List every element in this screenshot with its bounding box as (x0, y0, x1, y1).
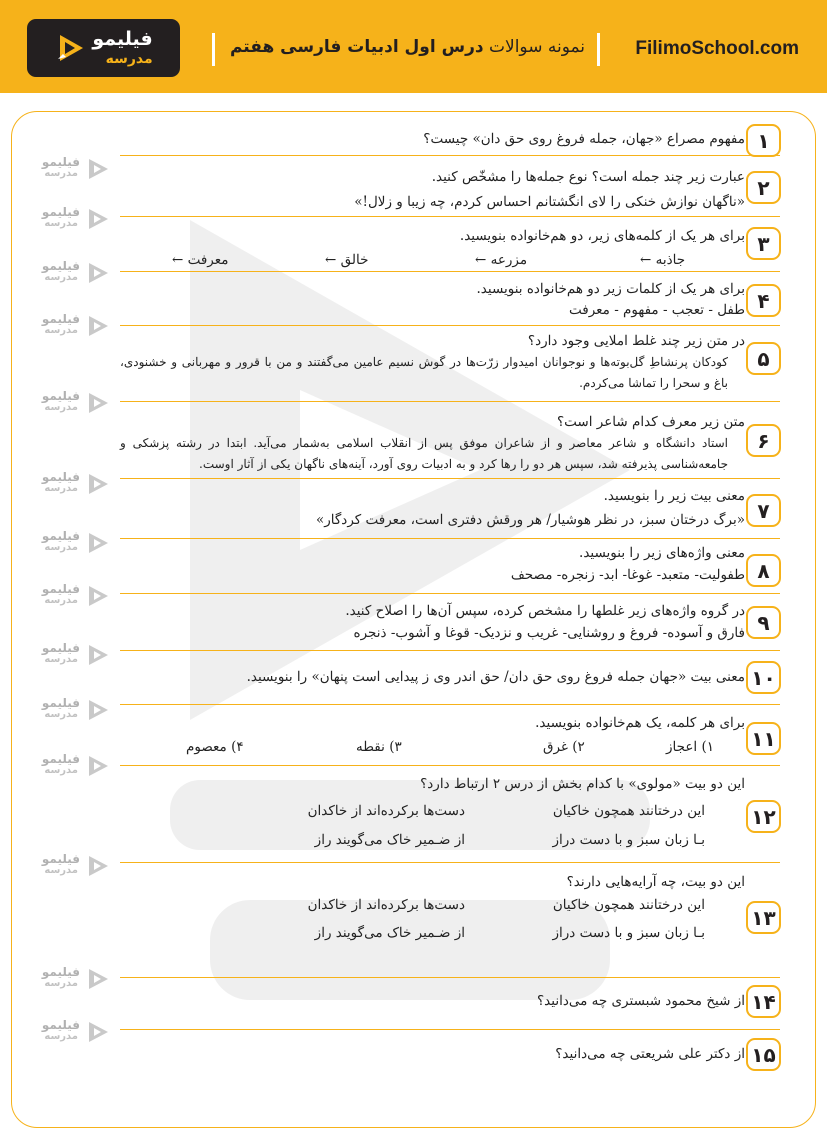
question-number: ۵ (746, 342, 781, 375)
play-pencil-icon (54, 32, 86, 64)
side-logo (28, 1019, 110, 1045)
question-subtext: طفل - تعجب - مفهوم - معرفت (569, 302, 745, 318)
play-icon (86, 314, 110, 338)
header-separator (597, 33, 600, 66)
question-text: از دکتر علی شریعتی چه می‌دانید؟ (555, 1046, 745, 1062)
question-paragraph: استاد دانشگاه و شاعر معاصر و از شاعران موفق پس از انقلاب اسلامی به‌شمار می‌آید. ابتدا در رشته پزشکی و جامعه‌شناسی پذیرفته شد، سپس هر دو را رها کرد و به ادبیات روی آورد، آینه‌های ناگهان یکی از آثار اوست. (120, 436, 728, 471)
question-text: متن زیر معرف کدام شاعر است؟ (557, 414, 745, 430)
side-logo-line1: فیلیمو (41, 389, 80, 403)
question-number: ۱۵ (746, 1038, 781, 1071)
side-logo (28, 471, 110, 497)
question-separator (120, 538, 780, 539)
side-logo-line2: مدرسه (44, 765, 78, 776)
verse-hemistich: بـا زبان سبز و با دست دراز (552, 925, 705, 941)
question-separator (120, 765, 780, 766)
side-logo (28, 156, 110, 182)
question-text: از شیخ محمود شبستری چه می‌دانید؟ (537, 993, 745, 1009)
question-separator (120, 593, 780, 594)
side-logo-line1: فیلیمو (41, 582, 80, 596)
content-frame (11, 111, 816, 1128)
side-logo-line2: مدرسه (44, 218, 78, 229)
question-number: ۱۲ (746, 800, 781, 833)
question-number: ۱۳ (746, 901, 781, 934)
question-text: عبارت زیر چند جمله است؟ نوع جمله‌ها را مشخّص کنید. (431, 169, 745, 185)
play-icon (86, 698, 110, 722)
question-separator (120, 155, 780, 156)
side-logo (28, 753, 110, 779)
question-text: برای هر یک از کلمات زیر دو هم‌خانواده بنویسید. (476, 281, 745, 297)
side-logo-line1: فیلیمو (41, 312, 80, 326)
verse-hemistich: این درختانند همچون خاکیان (552, 803, 705, 819)
side-logo-line1: فیلیمو (41, 752, 80, 766)
header-separator (212, 33, 215, 66)
side-logo (28, 313, 110, 339)
site-url: FilimoSchool.com (635, 38, 799, 59)
answer-item: خالق ← (325, 252, 369, 268)
side-logo (28, 206, 110, 232)
question-text: معنی بیت «جهان جمله فروغ روی حق دان/ حق اندر وی ز پیدایی است پنهان» را بنویسید. (246, 669, 745, 685)
answer-item: ۲) غرق (543, 739, 585, 755)
side-logo-line2: مدرسه (44, 654, 78, 665)
page-title (224, 37, 591, 57)
question-separator (120, 1029, 780, 1030)
question-text: معنی واژه‌های زیر را بنویسید. (579, 545, 745, 561)
question-separator (120, 325, 780, 326)
question-separator (120, 862, 780, 863)
filimo-madrese-logo (27, 19, 180, 77)
answer-item: ۱) اعجاز (666, 739, 714, 755)
play-icon (86, 531, 110, 555)
question-number: ۴ (746, 284, 781, 317)
side-logo-line1: فیلیمو (41, 259, 80, 273)
side-logo-line1: فیلیمو (41, 1018, 80, 1032)
question-separator (120, 977, 780, 978)
side-logo-line1: فیلیمو (41, 155, 80, 169)
play-icon (86, 754, 110, 778)
question-separator (120, 216, 780, 217)
question-separator (120, 704, 780, 705)
question-number: ۹ (746, 606, 781, 639)
answer-item: جاذبه ← (640, 252, 686, 268)
side-logo-line2: مدرسه (44, 1031, 78, 1042)
question-subtext: «برگ درختان سبز، در نظر هوشیار/ هر ورقش دفتری است، معرفت کردگار» (315, 512, 745, 528)
question-separator (120, 401, 780, 402)
question-subtext: فارق و آسوده- فروغ و روشنایی- غریب و نزدیک- قوغا و آشوب- ذنجره (353, 625, 745, 641)
side-logo-line2: مدرسه (44, 595, 78, 606)
side-logo-line1: فیلیمو (41, 470, 80, 484)
question-number: ۶ (746, 424, 781, 457)
verse-hemistich: از ضـمیر خاک می‌گویند راز (314, 925, 465, 941)
question-text: برای هر کلمه، یک هم‌خانواده بنویسید. (535, 715, 745, 731)
page-header (0, 0, 827, 93)
side-logo-line2: مدرسه (44, 402, 78, 413)
question-text: در متن زیر چند غلط املایی وجود دارد؟ (527, 333, 745, 349)
side-logo-line2: مدرسه (44, 542, 78, 553)
question-separator (120, 478, 780, 479)
question-subtext: «ناگهان نوازش خنکی را لای انگشتانم احساس کردم، چه زیبا و زلال!» (354, 194, 745, 210)
play-icon (86, 157, 110, 181)
play-icon (86, 584, 110, 608)
play-icon (86, 1020, 110, 1044)
question-text: برای هر یک از کلمه‌های زیر، دو هم‌خانواده بنویسید. (459, 228, 745, 244)
side-logo-line1: فیلیمو (41, 641, 80, 655)
logo-line2: مدرسه (105, 51, 153, 67)
verse-hemistich: این درختانند همچون خاکیان (552, 897, 705, 913)
verse-hemistich: دست‌ها برکرده‌اند از خاکدان (307, 897, 465, 913)
verse-hemistich: از ضـمیر خاک می‌گویند راز (314, 832, 465, 848)
question-number: ۳ (746, 227, 781, 260)
play-icon (86, 207, 110, 231)
question-number: ۲ (746, 171, 781, 204)
question-number: ۷ (746, 494, 781, 527)
side-logo (28, 530, 110, 556)
logo-line1: فیلیمو (92, 28, 153, 50)
side-logo-line2: مدرسه (44, 865, 78, 876)
question-number: ۱ (746, 124, 781, 157)
side-logo (28, 642, 110, 668)
side-logo-line2: مدرسه (44, 168, 78, 179)
side-logo-line1: فیلیمو (41, 965, 80, 979)
side-logo-line2: مدرسه (44, 709, 78, 720)
play-icon (86, 391, 110, 415)
play-icon (86, 261, 110, 285)
question-number: ۱۴ (746, 985, 781, 1018)
side-logo-line2: مدرسه (44, 272, 78, 283)
question-separator (120, 271, 780, 272)
play-icon (86, 643, 110, 667)
question-text: معنی بیت زیر را بنویسید. (603, 488, 745, 504)
side-logo (28, 966, 110, 992)
title-prefix: نمونه سوالات (483, 37, 586, 57)
question-separator (120, 650, 780, 651)
side-logo-line1: فیلیمو (41, 696, 80, 710)
answer-item: ۳) نقطه (356, 739, 402, 755)
side-logo (28, 583, 110, 609)
answer-item: معرفت ← (172, 252, 229, 268)
side-logo (28, 697, 110, 723)
play-icon (86, 967, 110, 991)
side-logo (28, 390, 110, 416)
play-icon (86, 472, 110, 496)
play-icon (86, 854, 110, 878)
verse-hemistich: دست‌ها برکرده‌اند از خاکدان (307, 803, 465, 819)
side-logo-line2: مدرسه (44, 978, 78, 989)
side-logo (28, 853, 110, 879)
question-number: ۸ (746, 554, 781, 587)
side-logo-line1: فیلیمو (41, 852, 80, 866)
answer-item: مزرعه ← (475, 252, 528, 268)
question-text: این دو بیت «مولوی» با کدام بخش از درس ۲ ارتباط دارد؟ (420, 776, 745, 792)
question-text: این دو بیت، چه آرایه‌هایی دارند؟ (566, 874, 745, 890)
question-number: ۱۰ (746, 661, 781, 694)
question-subtext: طفولیت- متعبد- غوغا- ابد- زنجره- مصحف (510, 567, 745, 583)
answer-item: ۴) معصوم (186, 739, 244, 755)
side-logo-line2: مدرسه (44, 483, 78, 494)
title-bold: درس اول ادبیات فارسی هفتم (229, 37, 484, 57)
side-logo-line1: فیلیمو (41, 529, 80, 543)
side-logo (28, 260, 110, 286)
logo-text (92, 30, 152, 66)
side-logo-line2: مدرسه (44, 325, 78, 336)
question-text: مفهوم مصراع «جهان، جمله فروغ روی حق دان» چیست؟ (423, 131, 745, 147)
question-paragraph: کودکان پرنشاطِ گل‌بوته‌ها و نوجوانان امیدوار زرّت‌ها در گوش نسیم عامین می‌گفتند و من با قرور و مهربانی و خشنودی، باغ و سحرا را تماشا می‌کردم. (120, 355, 728, 390)
side-logo-line1: فیلیمو (41, 205, 80, 219)
question-text: در گروه واژه‌های زیر غلطها را مشخص کرده، سپس آن‌ها را اصلاح کنید. (345, 603, 745, 619)
verse-hemistich: بـا زبان سبز و با دست دراز (552, 832, 705, 848)
question-number: ۱۱ (746, 722, 781, 755)
